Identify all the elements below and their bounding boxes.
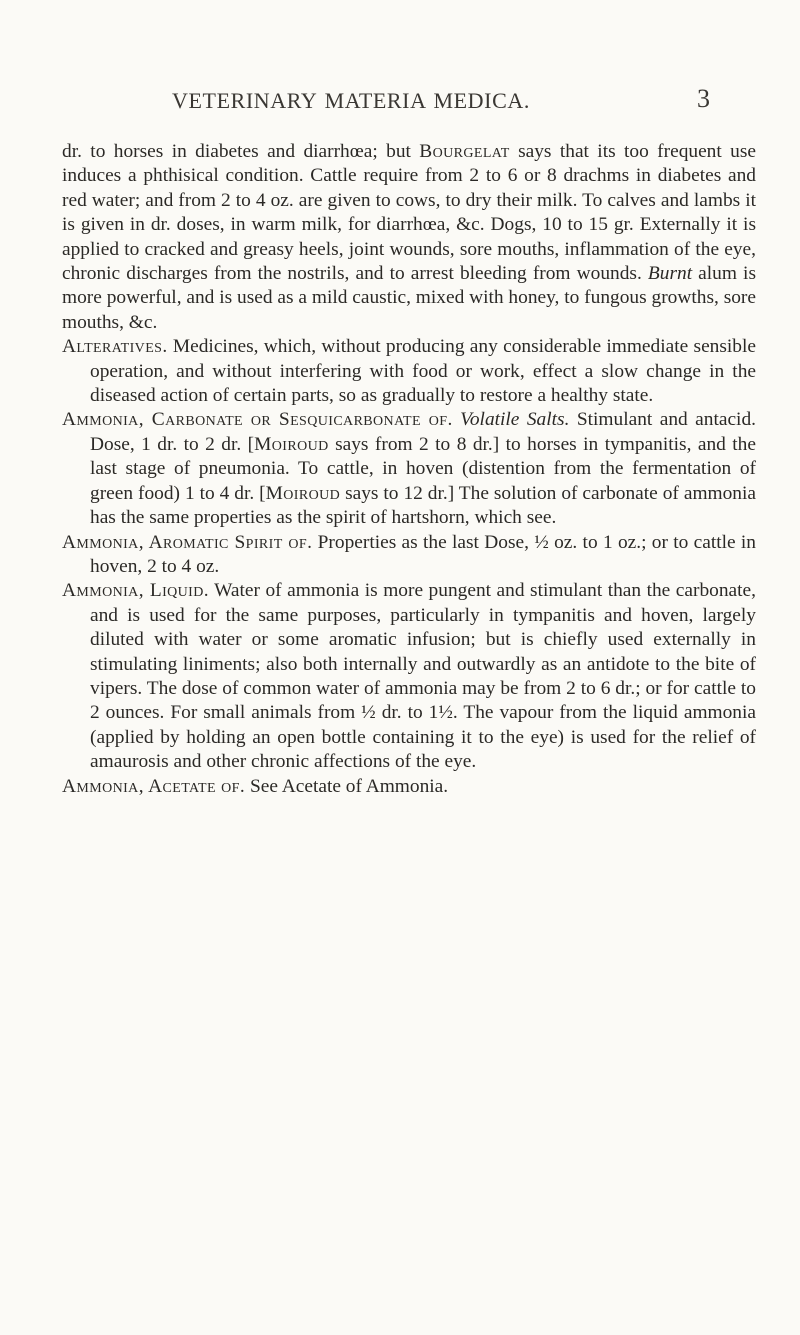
running-title: VETERINARY MATERIA MEDICA. (172, 88, 530, 113)
author-name: Moiroud (254, 433, 329, 455)
italic-term: Burnt (647, 263, 693, 285)
continued-paragraph: dr. to horses in diabetes and diarrhœa; but Bourgelat says that its too frequent use induces a phthisical condition. Cattle require from 2 to 6 or 8 drachms in diabetes and red water; and from 2 to 4 oz. are given to cows, to dry their milk. To calves and lambs it is given in dr. doses, in warm milk, for diarrhœa, &c. Dogs, 10 to 15 gr. Externally it is applied to cracked and greasy heels, joint wounds, sore mouths, inflammation of the eye, chronic discharges from the nostrils, and to arrest bleeding from wounds. Burnt alum is more powerful, and is used as a mild caustic, mixed with honey, to fungous growths, sore mouths, &c. (62, 141, 756, 333)
entry-ammonia-carbonate: Ammonia, Carbonate or Sesquicarbonate of. Volatile Salts. Stimulant and antacid. Dose, 1 dr. to 2 dr. [Moiroud says from 2 to 8 dr.] to horses in tympanitis, and the last stage of pneumonia. To cattle, in hoven (distention from the fermentation of green food) 1 to 4 dr. [Moiroud says to 12 dr.] The solution of carbonate of ammonia has the same properties as the spirit of hartshorn, which see. (62, 409, 756, 529)
entry-alteratives: Alteratives. Medicines, which, without producing any considerable immediate sensible operation, and without interfering with food or work, effect a slow change in the diseased action of certain parts, so as gradually to restore a healthy state. (62, 336, 756, 407)
author-name: Moiroud (265, 482, 341, 504)
entry-ammonia-acetate: Ammonia, Acetate of. See Acetate of Ammonia. (62, 775, 449, 797)
entry-ammonia-aromatic-spirit: Ammonia, Aromatic Spirit of. Properties as the last Dose, ½ oz. to 1 oz.; or to cattle in hoven, 2 to 4 oz. (62, 531, 757, 577)
author-name: Bourgelat (419, 141, 510, 162)
entry-heading: Ammonia, Carbonate or Sesquicarbonate of. (62, 409, 453, 431)
page-body (62, 140, 756, 799)
alternate-name: Volatile Salts. (460, 409, 570, 431)
entry-heading: Ammonia, Acetate of. (62, 775, 246, 797)
entry-heading: Alteratives. (62, 336, 168, 358)
page-number: 3 (697, 84, 710, 113)
entry-ammonia-liquid: Ammonia, Liquid. Water of ammonia is more pungent and stimulant than the carbonate, and is used for the same purposes, particularly in tympanitis and hoven, largely diluted with water or some aromatic infusion; but is chiefly used externally in stimulating liniments; also both internally and outwardly as an antidote to the bite of vipers. The dose of common water of ammonia may be from 2 to 6 dr.; or for cattle to 2 ounces. For small animals from ½ dr. to 1½. The vapour from the liquid ammonia (applied by holding an open bottle containing it to the eye) is used for the relief of amaurosis and other chronic affections of the eye. (62, 580, 756, 773)
entry-heading: Ammonia, Liquid. (62, 580, 209, 602)
entry-heading: Ammonia, Aromatic Spirit of. (62, 531, 313, 553)
page-header (100, 84, 710, 122)
